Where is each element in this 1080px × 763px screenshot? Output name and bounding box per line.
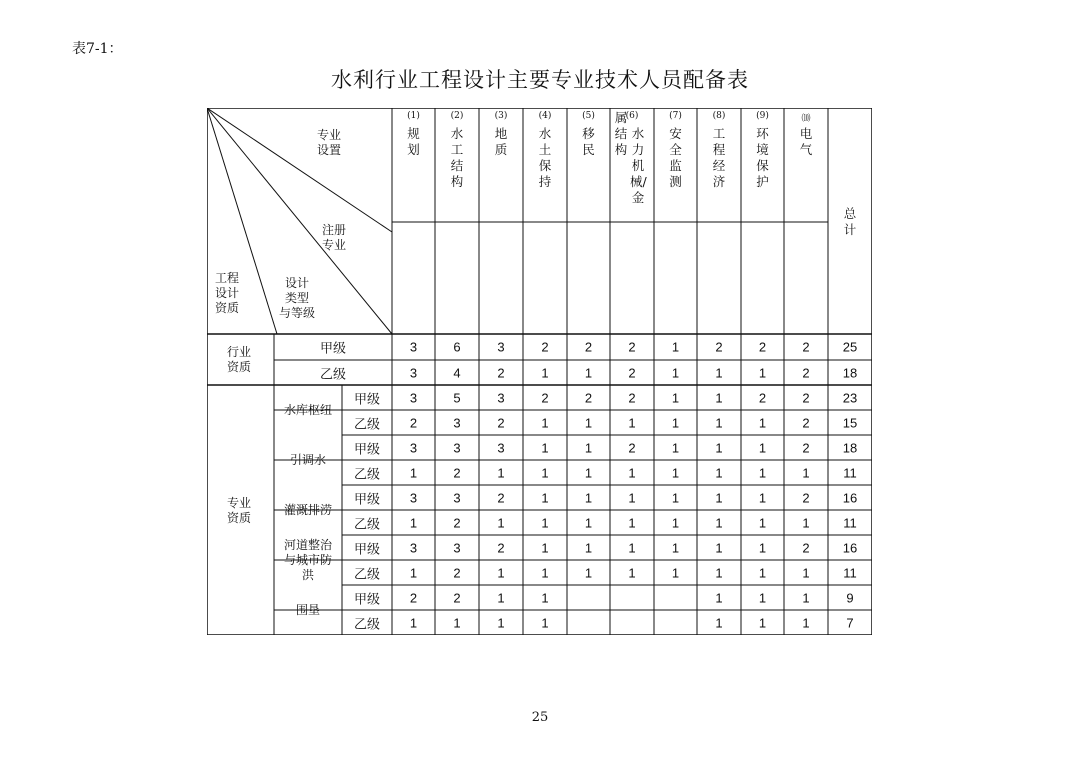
column-index: (9) (756, 111, 769, 121)
grade-label: 甲级 (319, 340, 347, 356)
table-cell: 1 (715, 390, 723, 405)
table-cell: 1 (497, 515, 505, 530)
group-label: 引调水 (289, 452, 327, 467)
table-cell: 1 (453, 615, 461, 630)
table-cell: 1 (541, 415, 549, 430)
table-cell: 3 (409, 390, 418, 405)
table-cell: 2 (453, 465, 461, 480)
table-cell: 3 (409, 440, 418, 455)
table-cell: 1 (758, 465, 767, 480)
table-cell: 11 (843, 515, 857, 530)
table-cell: 1 (628, 540, 636, 555)
table-cell: 3 (409, 490, 418, 505)
grade-label: 甲级 (353, 541, 381, 556)
table-cell: 2 (497, 540, 505, 555)
table-cell: 1 (584, 415, 593, 430)
table-cell: 1 (758, 615, 767, 630)
table-cell: 2 (541, 390, 549, 405)
column-index: (3) (494, 111, 508, 121)
table-cell: 1 (584, 365, 593, 380)
grade-label: 乙级 (353, 516, 381, 531)
table-cell: 2 (409, 590, 418, 605)
header-registered-label: 注册 专业 (322, 223, 347, 252)
table-cell: 11 (843, 465, 857, 480)
column-name: 水工结构 (450, 126, 464, 189)
table-cell: 1 (715, 440, 723, 455)
table-cell: 1 (671, 540, 680, 555)
table-cell: 1 (802, 565, 810, 580)
table-cell: 1 (497, 615, 505, 630)
table-cell: 1 (409, 615, 418, 630)
diagonal-line (207, 108, 392, 232)
table-cell: 1 (628, 515, 636, 530)
table-cell: 3 (497, 440, 505, 455)
table-cell: 1 (715, 565, 723, 580)
table-cell: 1 (715, 490, 723, 505)
table-cell: 2 (802, 540, 810, 555)
table-cell: 1 (802, 465, 810, 480)
column-name: 电气 (799, 126, 813, 157)
header-qualification-label: 工程 设计 资质 (215, 271, 240, 315)
table-cell: 25 (842, 339, 858, 355)
table-cell: 1 (497, 590, 505, 605)
table-cell: 15 (842, 415, 858, 430)
table-cell: 9 (846, 590, 854, 605)
table-cell: 1 (584, 440, 593, 455)
table-cell: 18 (842, 365, 858, 380)
table-cell: 1 (671, 365, 680, 380)
table-cell: 1 (409, 515, 418, 530)
table-cell: 1 (541, 515, 549, 530)
table-cell: 1 (628, 415, 636, 430)
table-cell: 2 (802, 415, 810, 430)
table-cell: 1 (758, 490, 767, 505)
grade-label: 甲级 (353, 391, 381, 406)
grade-label: 乙级 (353, 466, 381, 481)
table-cell: 1 (715, 540, 723, 555)
group-label: 河道整治 与城市防 洪 (283, 537, 333, 582)
table-cell: 16 (842, 490, 858, 505)
table-cell: 2 (802, 339, 810, 355)
table-cell: 1 (758, 565, 767, 580)
table-cell: 1 (671, 390, 680, 405)
table-cell: 2 (628, 440, 636, 455)
table-cell: 1 (758, 365, 767, 380)
group-label: 水库枢纽 (283, 402, 333, 417)
table-cell: 2 (802, 390, 810, 405)
column-index: ⑽ (801, 114, 811, 124)
group-label: 围垦 (295, 602, 321, 617)
table-cell: 2 (584, 390, 593, 405)
table-cell: 1 (541, 615, 549, 630)
table-cell: 1 (715, 615, 723, 630)
table-cell: 1 (628, 490, 636, 505)
table-cell: 1 (541, 365, 549, 380)
table-cell: 1 (541, 490, 549, 505)
table-cell: 1 (671, 440, 680, 455)
table-cell: 1 (541, 465, 549, 480)
grade-label: 乙级 (319, 366, 347, 381)
group-label: 灌溉排涝 (283, 502, 333, 517)
table-cell: 2 (628, 390, 636, 405)
column-name: 地质 (494, 126, 508, 157)
table-cell: 1 (541, 440, 549, 455)
table-cell: 2 (453, 515, 461, 530)
table-cell: 3 (497, 390, 505, 405)
table-cell: 2 (497, 365, 505, 380)
column-index: (4) (538, 111, 552, 121)
table-cell: 1 (584, 565, 593, 580)
table-cell: 2 (584, 339, 593, 355)
table-cell: 2 (497, 415, 505, 430)
column-name: 水力机械/金 (630, 126, 647, 205)
grade-label: 乙级 (353, 416, 381, 431)
column-index: (8) (712, 111, 726, 121)
industry-qualification-label: 行业 资质 (227, 345, 252, 374)
professional-qualification-label: 专业 资质 (227, 496, 252, 525)
table-cell: 2 (715, 339, 723, 355)
table-cell: 1 (497, 465, 505, 480)
table-cell: 3 (497, 339, 505, 355)
table-cell: 16 (842, 540, 858, 555)
table-cell: 1 (715, 590, 723, 605)
table-cell: 3 (409, 339, 418, 355)
table-cell: 2 (758, 390, 767, 405)
table-cell: 3 (409, 540, 418, 555)
column-index: (2) (450, 111, 464, 121)
table-caption: 表7-1： (72, 41, 123, 57)
table-cell: 1 (584, 540, 593, 555)
column-index: (7) (669, 111, 682, 121)
column-index: (1) (407, 111, 420, 121)
table-cell: 1 (802, 590, 810, 605)
table-cell: 23 (842, 390, 858, 405)
table-title: 水利行业工程设计主要专业技术人员配备表 (331, 68, 749, 92)
table-cell: 1 (802, 515, 810, 530)
table-cell: 2 (409, 415, 418, 430)
table-cell: 2 (497, 490, 505, 505)
table-cell: 1 (628, 465, 636, 480)
table-cell: 3 (453, 440, 461, 455)
table-cell: 2 (802, 365, 810, 380)
column-name: 水土保持 (538, 126, 552, 189)
header-design-type-label: 设计 类型 与等级 (279, 276, 316, 320)
table-cell: 2 (802, 440, 810, 455)
staffing-table (207, 108, 872, 635)
column-name: 工程经济 (712, 126, 726, 189)
table-cell: 1 (671, 515, 680, 530)
table-cell: 1 (715, 365, 723, 380)
column-name: 环境保护 (756, 126, 769, 189)
table-cell: 1 (715, 465, 723, 480)
table-cell: 1 (758, 440, 767, 455)
table-cell: 1 (758, 515, 767, 530)
column-name: 移民 (582, 126, 595, 157)
grade-label: 甲级 (353, 441, 381, 456)
table-cell: 1 (802, 615, 810, 630)
table-cell: 18 (842, 440, 858, 455)
table-cell: 2 (541, 339, 549, 355)
table-cell: 1 (497, 565, 505, 580)
grade-label: 甲级 (353, 491, 381, 506)
table-cell: 2 (802, 490, 810, 505)
table-cell: 2 (453, 565, 461, 580)
table-cell: 1 (715, 415, 723, 430)
table-cell: 1 (758, 590, 767, 605)
table-cell: 2 (453, 590, 461, 605)
table-cell: 4 (453, 365, 461, 380)
table-cell: 1 (628, 565, 636, 580)
table-cell: 6 (453, 339, 461, 355)
table-cell: 3 (409, 365, 418, 380)
table-cell: 1 (671, 565, 680, 580)
table-cell: 5 (453, 390, 461, 405)
table-cell: 2 (628, 365, 636, 380)
table-cell: 1 (758, 415, 767, 430)
table-cell: 1 (671, 465, 680, 480)
table-cell: 1 (758, 540, 767, 555)
total-header: 总计 (843, 206, 857, 237)
column-name-prefix: 属结构 (614, 110, 628, 157)
table-cell: 1 (715, 515, 723, 530)
grade-label: 甲级 (353, 591, 381, 606)
table-cell: 3 (453, 415, 461, 430)
header-specialty-label: 专业 设置 (317, 128, 342, 157)
table-cell: 1 (409, 465, 418, 480)
table-cell: 1 (541, 590, 549, 605)
table-cell: 11 (843, 565, 857, 580)
column-name: 安全监测 (669, 126, 682, 189)
page-number: 25 (531, 710, 549, 725)
table-cell: 1 (584, 515, 593, 530)
table-cell: 1 (409, 565, 418, 580)
table-cell: 1 (584, 490, 593, 505)
table-cell: 1 (541, 565, 549, 580)
column-index: (6) (625, 111, 639, 121)
table-cell: 7 (846, 615, 854, 630)
column-name: 规划 (407, 126, 420, 157)
table-cell: 2 (758, 339, 767, 355)
table-cell: 1 (671, 415, 680, 430)
grade-label: 乙级 (353, 616, 381, 631)
table-cell: 1 (671, 490, 680, 505)
table-cell: 3 (453, 540, 461, 555)
table-cell: 1 (584, 465, 593, 480)
grade-label: 乙级 (353, 566, 381, 581)
table-cell: 2 (628, 339, 636, 355)
table-cell: 1 (541, 540, 549, 555)
table-cell: 1 (671, 339, 680, 355)
table-cell: 3 (453, 490, 461, 505)
column-index: (5) (582, 111, 595, 121)
